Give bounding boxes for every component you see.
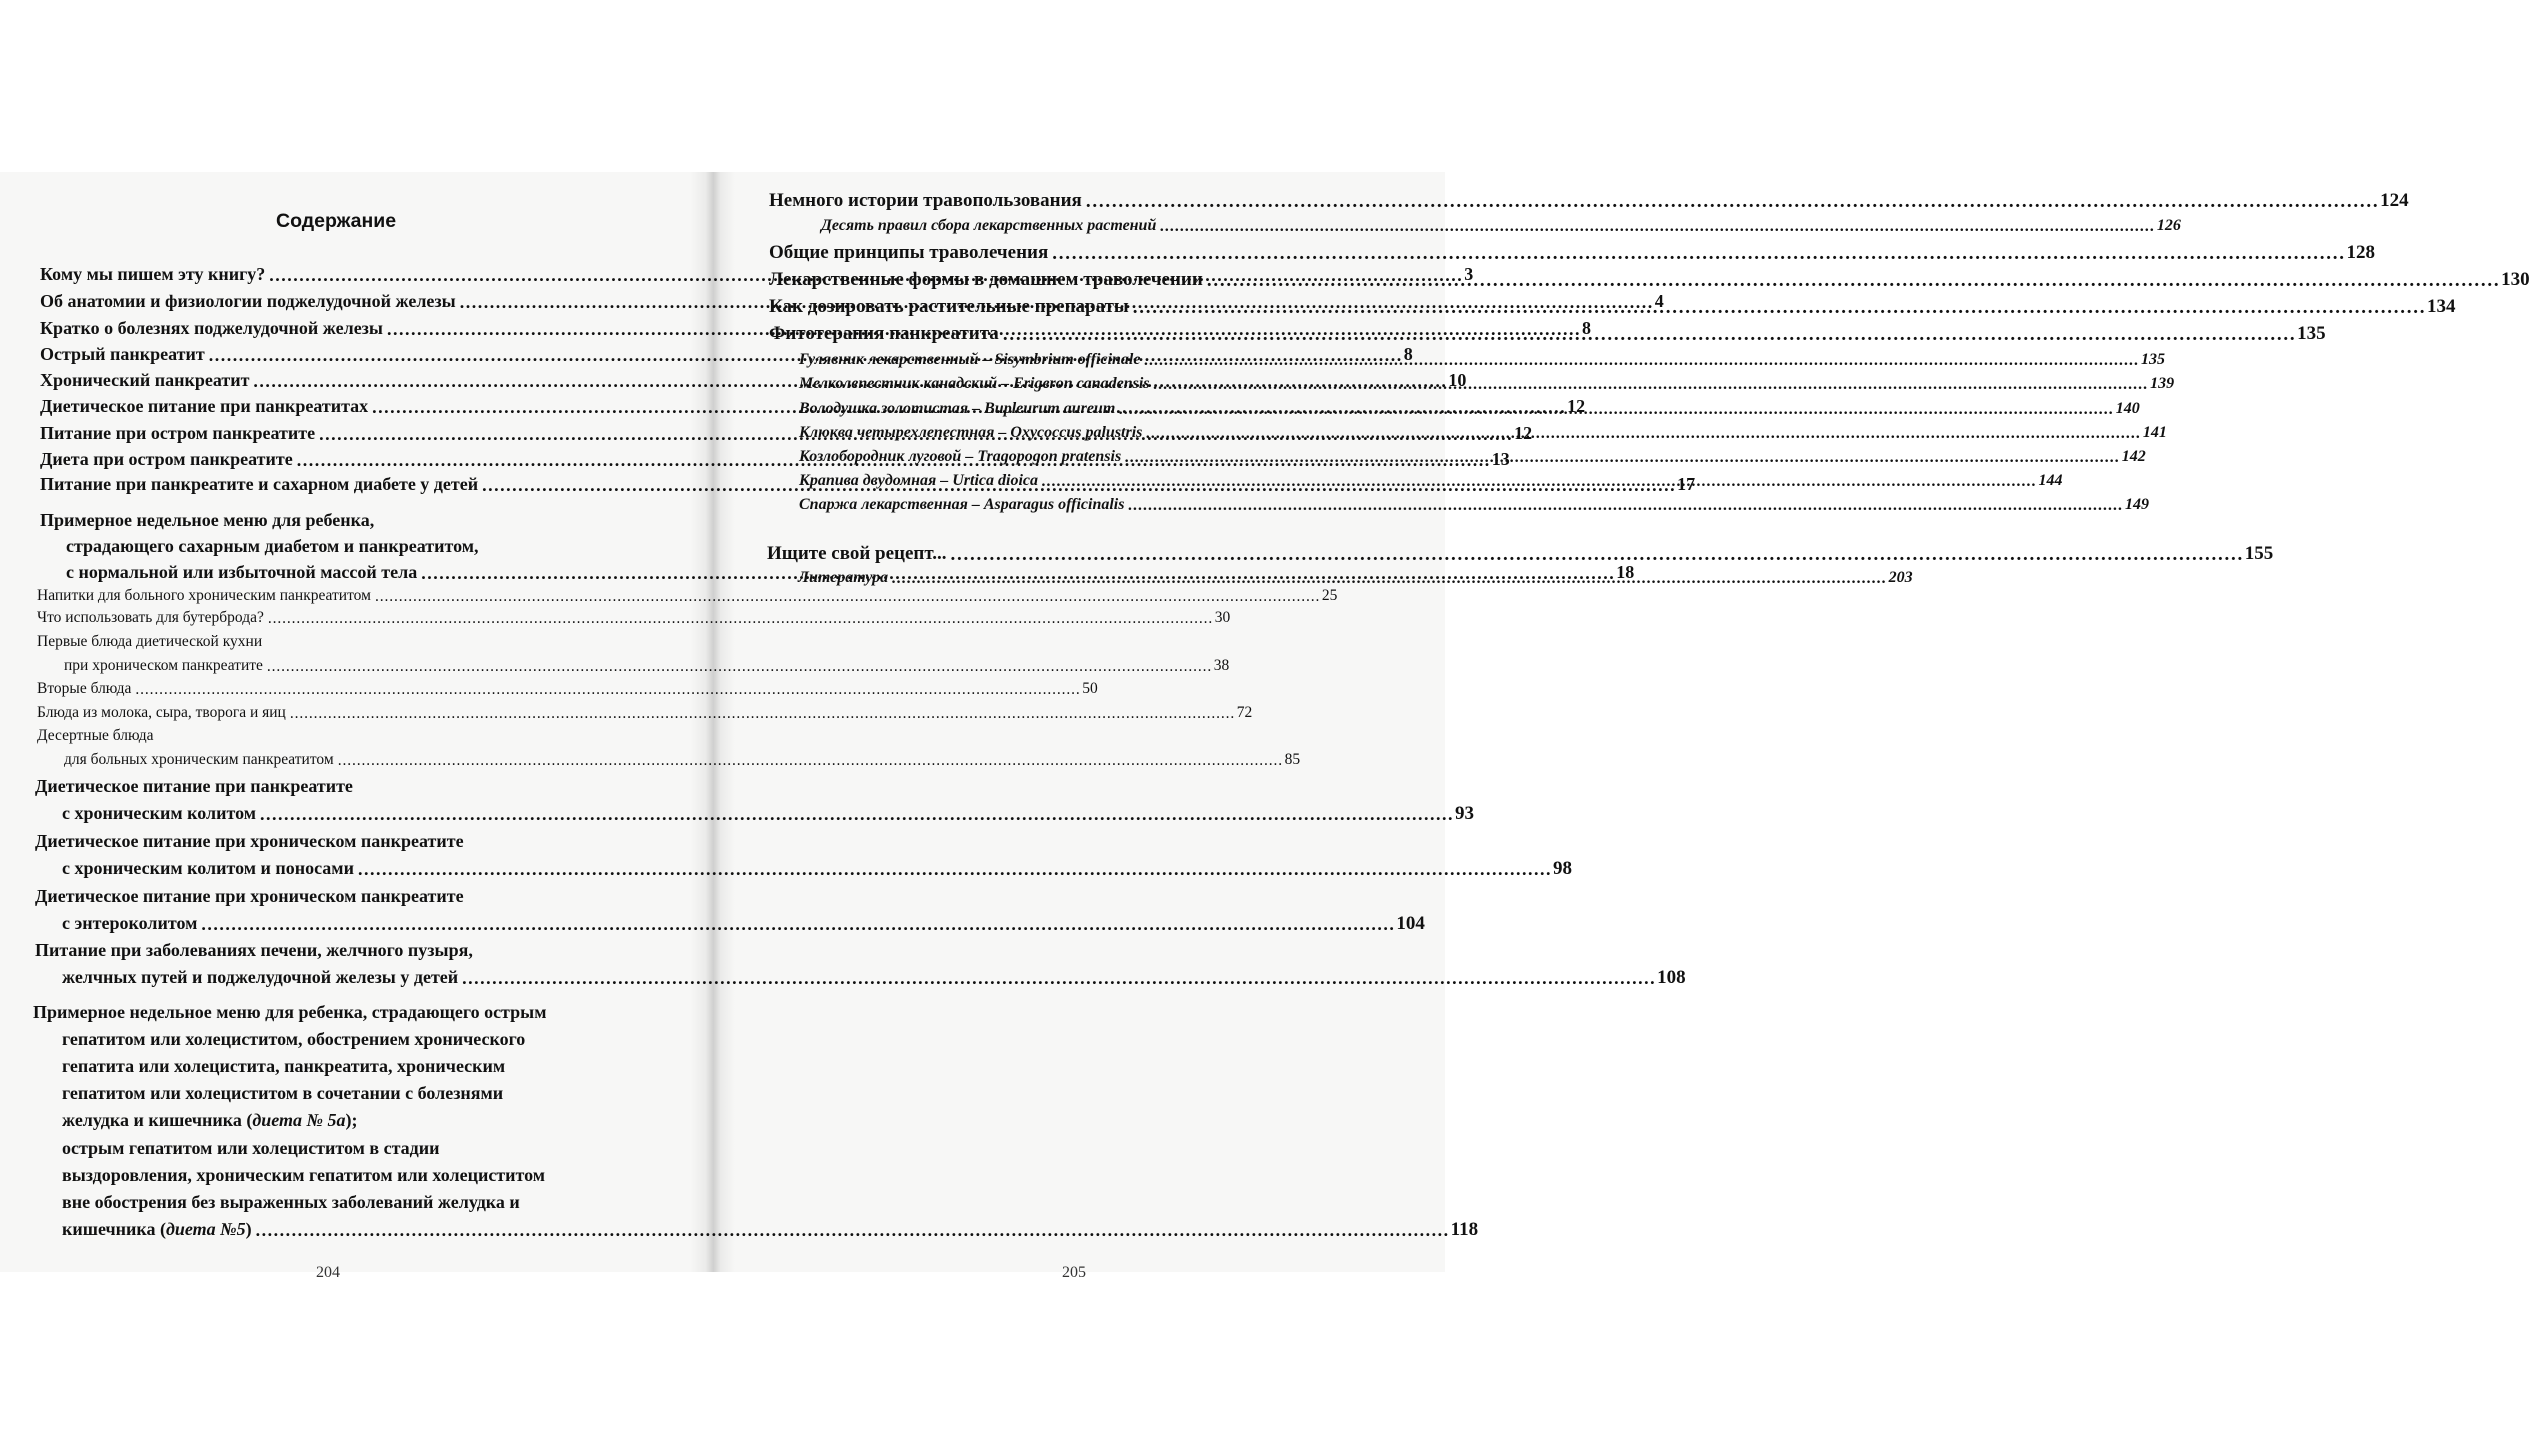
toc-entry-label: Немного истории травопользования: [769, 190, 1082, 211]
leader-dots: [1133, 297, 2423, 316]
toc-entry: [62, 913, 1425, 935]
toc-entry: [64, 657, 1230, 675]
toc-entry-label: Хронический панкреатит: [40, 370, 250, 390]
toc-entry-page: 139: [2150, 375, 2175, 392]
toc-entry-page: 8: [1403, 344, 1413, 364]
toc-entry-label: Козлобородник луговой – Tragopogon pratensis: [799, 448, 1122, 465]
toc-entry-label: желудка и кишечника (диета № 5а);: [62, 1110, 358, 1130]
toc-entry: [62, 967, 1686, 989]
toc-entry-label: Крапива двудомная – Urtica dioica: [799, 472, 1039, 489]
toc-entry: [37, 587, 1338, 605]
toc-entry: [62, 858, 1572, 880]
toc-entry-page: 118: [1450, 1219, 1479, 1240]
toc-entry-label: выздоровления, хроническим гепатитом или холециститом: [62, 1165, 546, 1185]
leader-dots: [1052, 243, 2342, 262]
toc-entry-page: 72: [1236, 704, 1253, 721]
toc-entry-page: 3: [1464, 264, 1474, 284]
leader-dots: [1128, 497, 2121, 513]
leader-dots: [1042, 473, 2035, 489]
toc-entry-page: 142: [2121, 448, 2146, 465]
toc-entry-label: с энтероколитом: [62, 913, 198, 933]
leader-dots: [1154, 376, 2147, 392]
toc-entry-label: для больных хроническим панкреатитом: [64, 751, 334, 768]
toc-entry-label: Примерное недельное меню для ребенка, страдающего острым: [33, 1002, 547, 1022]
leader-dots: [1160, 218, 2153, 234]
toc-entry-label: Гулявник лекарственный – Sisymbrium officinale: [799, 351, 1141, 368]
toc-entry-page: 134: [2427, 296, 2456, 317]
toc-entry-label: Как дозировать растительные препараты: [769, 296, 1129, 317]
toc-entry-label: Диетическое питание при хроническом панкреатите: [35, 831, 464, 851]
diet-reference: диета № 5а: [252, 1110, 346, 1130]
book-spread: [0, 172, 2530, 1281]
toc-entry-page: 141: [2142, 424, 2167, 441]
toc-entry-label: Об анатомии и физиологии поджелудочной железы: [40, 291, 456, 311]
toc-entry-page: 144: [2038, 472, 2063, 489]
toc-entry: [767, 543, 2274, 565]
toc-entry-label: с нормальной или избыточной массой тела: [66, 562, 418, 582]
toc-entry-page: 124: [2380, 190, 2409, 211]
toc-entry-page: 38: [1213, 657, 1230, 674]
toc-entry-page: 155: [2244, 543, 2274, 564]
leader-dots: [1146, 425, 2139, 441]
toc-entry-label: Десертные блюда: [37, 727, 154, 744]
toc-entry: [769, 190, 2409, 212]
toc-entry-label: Питание при панкреатите и сахарном диабете у детей: [40, 474, 479, 494]
leader-dots: [1144, 352, 2137, 368]
toc-entry: [37, 680, 1098, 698]
toc-entry-label: Диетическое питание при панкреатите: [35, 776, 353, 796]
toc-entry: [769, 296, 2456, 318]
toc-entry-label: Кому мы пишем эту книгу?: [40, 264, 266, 284]
toc-entry-label: Диетическое питание при панкреатитах: [40, 396, 369, 416]
toc-entry-label: Десять правил сбора лекарственных растений: [821, 217, 1157, 234]
toc-entry-label: с хроническим колитом: [62, 803, 256, 823]
toc-entry-page: 149: [2124, 496, 2149, 513]
toc-entry-label: Что использовать для бутерброда?: [37, 609, 264, 626]
toc-entry-label: Острый панкреатит: [40, 344, 205, 364]
toc-entry-label: Напитки для больного хроническим панкреатитом: [37, 587, 371, 604]
toc-entry-page: 135: [2297, 323, 2326, 344]
toc-entry-label: при хроническом панкреатите: [64, 657, 263, 674]
toc-entry-label: гепатита или холецистита, панкреатита, хроническим: [62, 1056, 506, 1076]
page-number: 204: [316, 1264, 340, 1281]
leader-dots: [1003, 324, 2293, 343]
toc-entry: [821, 217, 2181, 235]
toc-entry-page: 30: [1214, 609, 1231, 626]
leader-dots: [1119, 401, 2112, 417]
toc-entry-page: 12: [1514, 423, 1533, 443]
toc-entry-label: кишечника (диета №5): [62, 1219, 252, 1239]
toc-entry-page: 85: [1284, 751, 1301, 768]
diet-reference: диета №5: [165, 1219, 246, 1239]
toc-entry-page: 128: [2346, 242, 2375, 263]
toc-entry-label: Кратко о болезнях поджелудочной железы: [40, 318, 383, 338]
toc-entry-page: 126: [2156, 217, 2181, 234]
toc-entry-label: с хроническим колитом и поносами: [62, 858, 354, 878]
toc-entry-label: Примерное недельное меню для ребенка,: [40, 510, 375, 530]
toc-entry-label: острым гепатитом или холециститом в стадии: [62, 1138, 440, 1158]
toc-entry-label: Вторые блюда: [37, 680, 132, 697]
toc-entry: [62, 803, 1474, 825]
toc-entry-label: Фитотерапия панкреатита: [769, 323, 999, 344]
leader-dots: [951, 544, 2241, 563]
toc-entry: [37, 704, 1253, 722]
toc-entry-label: вне обострения без выраженных заболеваний желудка и: [62, 1192, 520, 1212]
leader-dots: [892, 570, 1885, 586]
toc-entry-label: Володушка золотистая – Bupleurum aureum: [799, 400, 1116, 417]
toc-entry-page: 93: [1454, 803, 1474, 824]
toc-entry-page: 203: [1888, 569, 1913, 586]
toc-entry-label: Общие принципы траволечения: [769, 242, 1049, 263]
page-title: Содержание: [276, 210, 397, 232]
toc-entry: [769, 242, 2375, 264]
toc-entry: [37, 609, 1231, 627]
toc-entry-label: Диетическое питание при хроническом панкреатите: [35, 886, 464, 906]
toc-entry-label: Клюква четырехлепестная – Oxycoccus palustris: [799, 424, 1143, 441]
leader-dots: [1086, 191, 2376, 210]
toc-entry-label: Литература: [798, 569, 889, 586]
toc-entry-page: 12: [1567, 396, 1586, 416]
toc-entry-label: страдающего сахарным диабетом и панкреатитом,: [66, 536, 479, 556]
toc-entry-page: 130: [2501, 269, 2530, 290]
toc-entry-label: Спаржа лекарственная – Asparagus officinalis: [799, 496, 1125, 513]
toc-entry-page: 10: [1448, 370, 1467, 390]
toc-entry-page: 50: [1082, 680, 1098, 697]
leader-dots: [1125, 449, 2118, 465]
toc-entry-label: желчных путей и поджелудочной железы у детей: [62, 967, 459, 987]
toc-entry-page: 104: [1396, 913, 1425, 934]
toc-entry: [799, 351, 2165, 369]
toc-entry-label: Ищите свой рецепт...: [767, 543, 947, 564]
toc-entry-label: Питание при заболеваниях печени, желчного пузыря,: [35, 940, 473, 960]
toc-entry-label: Блюда из молока, сыра, творога и яиц: [37, 704, 286, 721]
toc-entry-label: Лекарственные формы в домашнем траволечении: [769, 269, 1203, 290]
toc-entry-label: гепатитом или холециститом, обострением хронического: [62, 1029, 526, 1049]
toc-entry-page: 18: [1616, 562, 1635, 582]
toc-entry: [62, 1219, 1479, 1241]
toc-entry-label: Питание при остром панкреатите: [40, 423, 316, 443]
toc-entry-page: 25: [1321, 587, 1338, 604]
toc-entry-page: 108: [1657, 967, 1686, 988]
toc-entry-page: 13: [1491, 449, 1510, 469]
toc-entry-page: 17: [1677, 474, 1696, 494]
toc-entry: [799, 496, 2149, 514]
toc-entry: [769, 269, 2530, 291]
toc-entry: [769, 323, 2326, 345]
toc-entry-label: Мелколепестник канадский – Erigeron canadensis: [799, 375, 1150, 392]
leader-dots: [1207, 270, 2497, 289]
toc-entry-label: Диета при остром панкреатите: [40, 449, 293, 469]
toc-entry-page: 4: [1654, 291, 1664, 311]
toc-entry-page: 8: [1581, 318, 1591, 338]
toc-entry-page: 140: [2115, 400, 2140, 417]
page-number: 205: [1062, 1264, 1086, 1281]
toc-entry-label: гепатитом или холециститом в сочетании с болезнями: [62, 1083, 504, 1103]
toc-entry-page: 135: [2140, 351, 2165, 368]
toc-entry-label: Первые блюда диетической кухни: [37, 633, 263, 650]
toc-entry: [64, 751, 1301, 769]
toc-entry-page: 98: [1552, 858, 1572, 879]
